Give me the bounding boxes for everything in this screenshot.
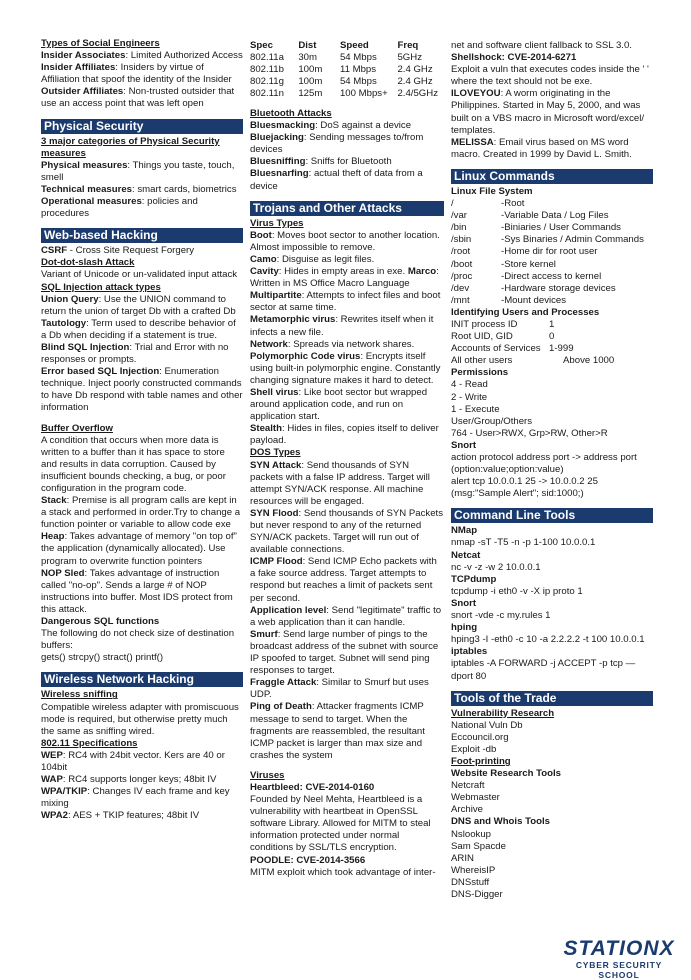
dns-tool: DNS-Digger [451,889,503,900]
perm-line: 1 - Execute [451,403,500,415]
wireless-term: WEP [41,749,63,761]
ids-row [451,319,653,331]
dos-item [250,629,444,677]
spec-cell: 2.4 GHz [397,64,433,75]
bo-item [41,531,243,567]
dos-desc: : Similar to Smurf but uses UDP. [250,677,429,701]
fs-desc: -Hardware storage devices [501,282,616,294]
fs-desc: -Root [501,198,525,210]
fs-desc: -Variable Data / Log Files [501,210,609,222]
poodle-desc-cont: net and software client fallback to SSL 3.0. [451,40,632,51]
dot-dot-slash-title: Dot-dot-slash Attack [41,257,135,269]
perm-line: 764 - User>RWX, Grp>RW, Other>R [451,427,608,439]
dos-term: SYN Attack [250,459,302,471]
spec-col-header: Dist [298,40,317,51]
bo-item [41,495,243,531]
bo-desc: : Takes advantage of instruction called "no-op". Sends a large # of NOP instructions into buffer. Most IDS protect from this attack. [41,567,233,615]
ps-item [41,184,243,196]
tool-cmd: nc -v -z -w 2 10.0.0.1 [451,561,541,573]
sqli-term: Blind SQL Injection [41,341,130,353]
bo-desc: : Takes advantage of memory "on top of" the application (dynamically allocated). Use program to overwrite function pointers [41,531,237,567]
ids-key: INIT process ID [451,318,518,330]
bt-term: Bluesmacking [250,120,316,132]
wireless-sniffing-desc: Compatible wireless adapter with promiscuous mode is required, but otherwise pretty much the same as sniffing wired. [41,701,239,737]
web-tool: Netcraft [451,780,485,792]
section-header-wireless: Wireless Network Hacking [41,672,243,687]
logo-subtitle: CYBER SECURITY SCHOOL [575,960,663,980]
poodle-title: POODLE: CVE-2014-3566 [250,854,366,866]
bt-term: Bluejacking [250,132,304,144]
spec-cell: 54 Mbps [339,52,377,63]
dos-desc: : Send thousands of SYN Packets but never respond to any of the returned SYN/ACK packets. Target will run out of available connections. [250,507,444,556]
ps-desc: : policies and procedures [41,196,198,220]
sqli-desc: : Term used to describe behavior of a Db when deciding if a statement is true. [41,317,236,341]
virus-term: Boot [250,229,272,241]
ids-val: 0 [549,331,555,343]
ids-key: Accounts of Services [451,343,541,355]
sqli-term: Union Query [41,293,99,305]
specs-title: 802.11 Specifications [41,737,138,749]
viruses-title: Viruses [250,769,285,781]
vuln-research-title: Vulnerability Research [451,707,555,719]
ps-item [41,160,243,184]
vuln-item: National Vuln Db [451,719,523,731]
dot-dot-slash-desc: Variant of Unicode or un-validated input attack [41,269,238,281]
spec-cell: 2.4/5GHz [397,88,438,99]
section-header-linux: Linux Commands [451,169,653,184]
fs-path: /mnt [451,294,470,306]
spec-cell: 30m [298,52,317,63]
dos-desc: : Send large number of pings to the broadcast address of the subnet with source IP spoofed to target. Subnet will send ping responses to target. [250,628,439,677]
spec-cell: 100 Mbps+ [339,88,388,99]
dos-term: SYN Flood [250,507,299,519]
spec-cell: 802.11g [250,76,284,87]
csrf-line [41,245,243,257]
fs-row [451,295,653,307]
virus-desc: : Moves boot sector to another location. Almost impossible to remove. [250,229,440,253]
spec-cell: 2.4 GHz [397,76,433,87]
shellshock-desc: Exploit a vuln that executes codes inside the ' ' where the text should not be exe. [451,64,649,88]
dos-item [250,701,444,761]
spec-cell: 802.11b [250,64,284,75]
ps-desc: : smart cards, biometrics [132,183,237,195]
heartbleed-title: Heartbleed: CVE-2014-0160 [250,781,375,793]
tool-name: TCPdump [451,573,497,585]
bo-term: NOP Sled [41,567,85,579]
se-term: Outsider Affiliates [41,86,124,98]
bt-item [250,168,444,192]
spec-row [250,64,444,76]
virus-term: Polymorphic Code virus [250,350,361,362]
fs-row [451,234,653,246]
vuln-item: Eccouncil.org [451,731,509,743]
dos-item [250,460,444,508]
virus-desc: : Hides in files, copies itself to deliver payload. [250,423,439,447]
tool-cmd: tcpdump -i eth0 -v -X ip proto 1 [451,585,583,597]
spec-cell: 11 Mbps [339,64,377,75]
fs-path: /sbin [451,234,472,246]
dns-tool: DNSstuff [451,876,490,888]
snort-title: Snort [451,439,477,451]
spec-row [250,88,444,100]
spec-cell: 100m [298,76,323,87]
sqli-item [41,294,243,318]
bt-desc: : actual theft of data from a device [250,168,423,192]
spec-col-header: Freq [397,40,419,51]
tool-cmd: nmap -sT -T5 -n -p 1-100 10.0.0.1 [451,537,596,549]
snort-line: action protocol address port -> address port (option:value;option:value) [451,452,637,476]
permissions-title: Permissions [451,367,509,379]
bt-desc: : Sending messages to/from devices [250,132,424,156]
dangerous-sql-funcs: gets() strcpy() stract() printf() [41,652,164,664]
ps-term: Physical measures [41,159,128,171]
dns-tools-title: DNS and Whois Tools [451,816,550,828]
fs-desc: -Direct access to kernel [501,270,602,282]
dns-tool: Sam Spacde [451,840,506,852]
virus-desc: : Written in MS Office Macro Language [250,266,439,290]
se-item [41,62,243,86]
virus-item [250,254,444,266]
ps-term: Operational measures [41,196,142,208]
virus-term: Shell virus [250,386,299,398]
virus-item [250,230,444,254]
footprinting-title: Foot-printing [451,755,511,767]
snort-line: alert tcp 10.0.0.1 25 -> 10.0.0.2 25 (msg:"Sample Alert"; sid:1000;) [451,476,598,500]
fs-row [451,198,653,210]
fs-row [451,271,653,283]
csrf-term: CSRF [41,245,68,257]
ids-row [451,355,653,367]
bt-term: Bluesnarfing [250,168,309,180]
bo-item [41,568,243,616]
sqli-item [41,366,243,414]
virus-term: Metamorphic virus [250,314,336,326]
fs-path: /root [451,246,471,258]
perm-line: 2 - Write [451,391,488,403]
fs-row [451,222,653,234]
bt-item [250,132,444,156]
fs-path: / [451,198,454,210]
virus-item [250,423,444,447]
tool-cmd: iptables -A FORWARD -j ACCEPT -p tcp —dport 80 [451,658,636,682]
dns-tool: Nslookup [451,828,491,840]
spec-cell: 802.11n [250,88,284,99]
virus-desc: : Disguise as legit files. [276,253,375,265]
sqli-item [41,342,243,366]
dos-desc: : Send ICMP Echo packets with a fake source address. Target attempts to respond but reaches a limit of packets sent per second. [250,556,437,604]
melissa-desc: : Email virus based on MS word macro. Created in 1999 by David L. Smith. [451,136,632,160]
section-header-trojans: Trojans and Other Attacks [250,201,444,216]
sqli-title: SQL Injection attack types [41,281,161,293]
ids-row [451,331,653,343]
spec-row [250,76,444,88]
buffer-overflow-title: Buffer Overflow [41,422,113,434]
virus-term: Cavity [250,266,279,278]
virus-item [250,290,444,314]
ids-val: 1-999 [549,343,574,355]
wireless-term: WPA2 [41,810,69,822]
se-desc: : Non-trusted outsider that use an access point that was left open [41,86,235,110]
dos-term: Ping of Death [250,701,312,713]
iloveyou-term: ILOVEYOU [451,88,501,100]
wireless-item [41,774,243,786]
bo-desc: : Premise is all program calls are kept in a stack and performed in order.Try to change a function pointer or variable to allow code exe [41,495,241,531]
dos-item [250,605,444,629]
ids-row [451,343,653,355]
virus-term: Network [250,338,288,350]
ids-key: All other users [451,355,513,367]
tool-name: iptables [451,646,488,658]
vuln-item: Exploit -db [451,743,497,755]
fs-path: /dev [451,282,470,294]
shellshock-title: Shellshock: CVE-2014-6271 [451,52,577,64]
wireless-desc: : AES + TKIP features; 48bit IV [68,810,200,822]
fs-desc: -Store kernel [501,258,556,270]
buffer-overflow-desc: A condition that occurs when more data is written to a buffer than it has space to store and results in data corruption. Caused by insufficient bounds checking, a bug, or poor configuration in the program code. [41,434,226,494]
ids-title: Identifying Users and Processes [451,306,600,318]
wireless-term: WPA/TKIP [41,786,88,798]
virus-types-title: Virus Types [250,217,304,229]
melissa-item [451,137,653,161]
se-desc: : Limited Authorized Access [125,50,243,62]
dos-desc: : Attacker fragments ICMP message to send to target. When the fragments are reassembled, the resultant ICMP packet is larger than max size and crashes the system [250,701,425,761]
dos-term: ICMP Flood [250,556,303,568]
dos-types-title: DOS Types [250,447,301,459]
wireless-sniffing-title: Wireless sniffing [41,689,118,701]
se-term: Insider Associates [41,50,126,62]
ids-val: 1 [549,318,555,330]
dos-desc: : Send thousands of SYN packets with a false IP address. Target will attempt SYN/ACK response. All machine resources will be engaged. [250,459,430,507]
wireless-desc: : RC4 supports longer keys; 48bit IV [62,774,217,786]
web-tool: Archive [451,804,483,816]
virus-item [250,339,444,351]
se-term: Insider Affiliates [41,62,116,74]
iloveyou-item [451,88,653,136]
dangerous-sql-desc: The following do not check size of destination buffers: [41,628,235,652]
ids-val: Above 1000 [563,355,615,367]
sqli-desc: : Use the UNION command to return the union of target Db with a crafted Db [41,293,236,317]
dos-item [250,508,444,556]
fs-desc: -Sys Binaries / Admin Commands [501,234,644,246]
sqli-term: Tautology [41,317,87,329]
spec-row [250,52,444,64]
section-header-tools: Tools of the Trade [451,691,653,706]
wireless-term: WAP [41,774,63,786]
ids-key: Root UID, GID [451,331,513,343]
spec-cell: 54 Mbps [339,76,377,87]
tool-cmd: snort -vde -c my.rules 1 [451,610,551,622]
bt-term: Bluesniffing [250,156,306,168]
se-desc: : Insiders by virtue of Affiliation that spoof the identity of the Insider [41,62,232,86]
iloveyou-desc: : A worm originating in the Philippines. Started in May 5, 2000, and was built on a VBS macro in Microsoft word/excel/ templates. [451,88,645,136]
melissa-term: MELISSA [451,136,494,148]
sqli-desc: : Enumeration technique. Inject poorly constructed commands to have Db respond with table names and other information [41,366,243,414]
stationx-logo [560,938,678,980]
tool-name: Snort [451,597,477,609]
bt-desc: : DoS against a device [315,120,412,132]
sqli-desc: : Trial and Error with no responses or prompts. [41,341,229,366]
spec-cell: 802.11a [250,52,284,63]
section-header-cmdline: Command Line Tools [451,508,653,523]
fs-desc: -Mount devices [501,294,567,306]
tool-cmd: hping3 -I -eth0 -c 10 -a 2.2.2.2 -t 100 10.0.0.1 [451,634,645,646]
column-1 [41,38,243,822]
perm-line: 4 - Read [451,379,488,391]
virus-item [250,351,444,387]
spec-cell: 100m [298,64,323,75]
dos-term: Fraggle Attack [250,677,317,689]
dos-item [250,556,444,604]
bt-item [250,120,444,132]
ps-term: Technical measures [41,183,133,195]
bluetooth-title: Bluetooth Attacks [250,108,332,119]
csrf-desc: - Cross Site Request Forgery [67,245,195,257]
logo-name: STATIONX [563,937,675,960]
virus-item [250,266,444,290]
bo-term: Stack [41,495,67,507]
spec-header-row [250,40,444,52]
virus-term: Multipartite [250,290,302,302]
social-engineers-title: Types of Social Engineers [41,38,160,49]
poodle-desc: MITM exploit which took advantage of inter- [250,866,436,878]
sqli-term: Error based SQL Injection [41,366,160,378]
ps-desc: : Things you taste, touch, smell [41,159,235,183]
virus-term: Stealth [250,423,282,435]
fs-desc: -Biniaries / User Commands [501,222,621,234]
se-item [41,86,243,110]
tool-name: hping [451,622,478,634]
virus-desc: : Rewrites itself when it infects a new file. [250,314,434,338]
wireless-item [41,810,243,822]
virus-desc: : Spreads via network shares. [287,338,415,350]
dangerous-sql-title: Dangerous SQL functions [41,616,160,628]
virus-desc: : Encrypts itself using built-in polymorphic engine. Constantly changing signature makes it hard to detect. [250,350,441,386]
spec-col-header: Spec [250,40,273,51]
virus-desc: : Hides in empty areas in exe. [278,266,408,278]
wireless-item [41,786,243,810]
fs-row [451,283,653,295]
section-header-web-hacking: Web-based Hacking [41,228,243,243]
fs-row [451,259,653,271]
fs-path: /boot [451,258,473,270]
section-header-physical-security: Physical Security [41,119,243,134]
virus-item [250,314,444,338]
se-item [41,50,243,62]
virus-term: Marco [407,266,437,278]
perm-line: User/Group/Others [451,415,533,427]
ps-item [41,196,243,220]
dns-tool: ARIN [451,852,474,864]
dos-term: Smurf [250,628,278,640]
bt-desc: : Sniffs for Bluetooth [305,156,392,168]
dns-tool: WhereisIP [451,864,496,876]
spec-col-header: Speed [339,40,369,51]
virus-desc: : Attempts to infect files and boot sector at same time. [250,290,441,314]
tool-name: Netcat [451,549,481,561]
spec-cell: 125m [298,88,323,99]
fs-row [451,210,653,222]
spec-table [250,40,444,100]
wireless-item [41,750,243,774]
fs-path: /proc [451,270,473,282]
fs-desc: -Home dir for root user [501,246,598,258]
virus-desc: : Like boot sector but wrapped around application code, and run on application start. [250,386,428,423]
sqli-item [41,318,243,342]
virus-term: Camo [250,253,277,265]
linux-fs-title: Linux File System [451,185,533,197]
column-2 [250,40,444,879]
virus-item [250,387,444,423]
spec-cell: 5GHz [397,52,422,63]
physical-categories-title: 3 major categories of Physical Security measures [41,135,220,159]
dos-term: Application level [250,604,327,616]
heartbleed-desc: Founded by Neel Mehta, Heartbleed is a vulnerability with heartbeat in OpenSSL software Library. Allowed for MITM to steal information protected under normal conditions by SSL/TLS encryption. [250,794,431,854]
column-3 [451,40,653,901]
tool-name: NMap [451,525,478,537]
dos-desc: : Send "legitimate" traffic to a web application than it can handle. [250,604,442,628]
website-tools-title: Website Research Tools [451,768,562,780]
fs-path: /bin [451,222,467,234]
fs-row [451,246,653,258]
web-tool: Webmaster [451,792,500,804]
bt-item [250,156,444,168]
bo-term: Heap [41,531,65,543]
fs-path: /var [451,210,467,222]
wireless-desc: : RC4 with 24bit vector. Kers are 40 or 104bit [41,749,225,773]
wireless-desc: : Changes IV each frame and key mixing [41,786,230,810]
dos-item [250,677,444,701]
